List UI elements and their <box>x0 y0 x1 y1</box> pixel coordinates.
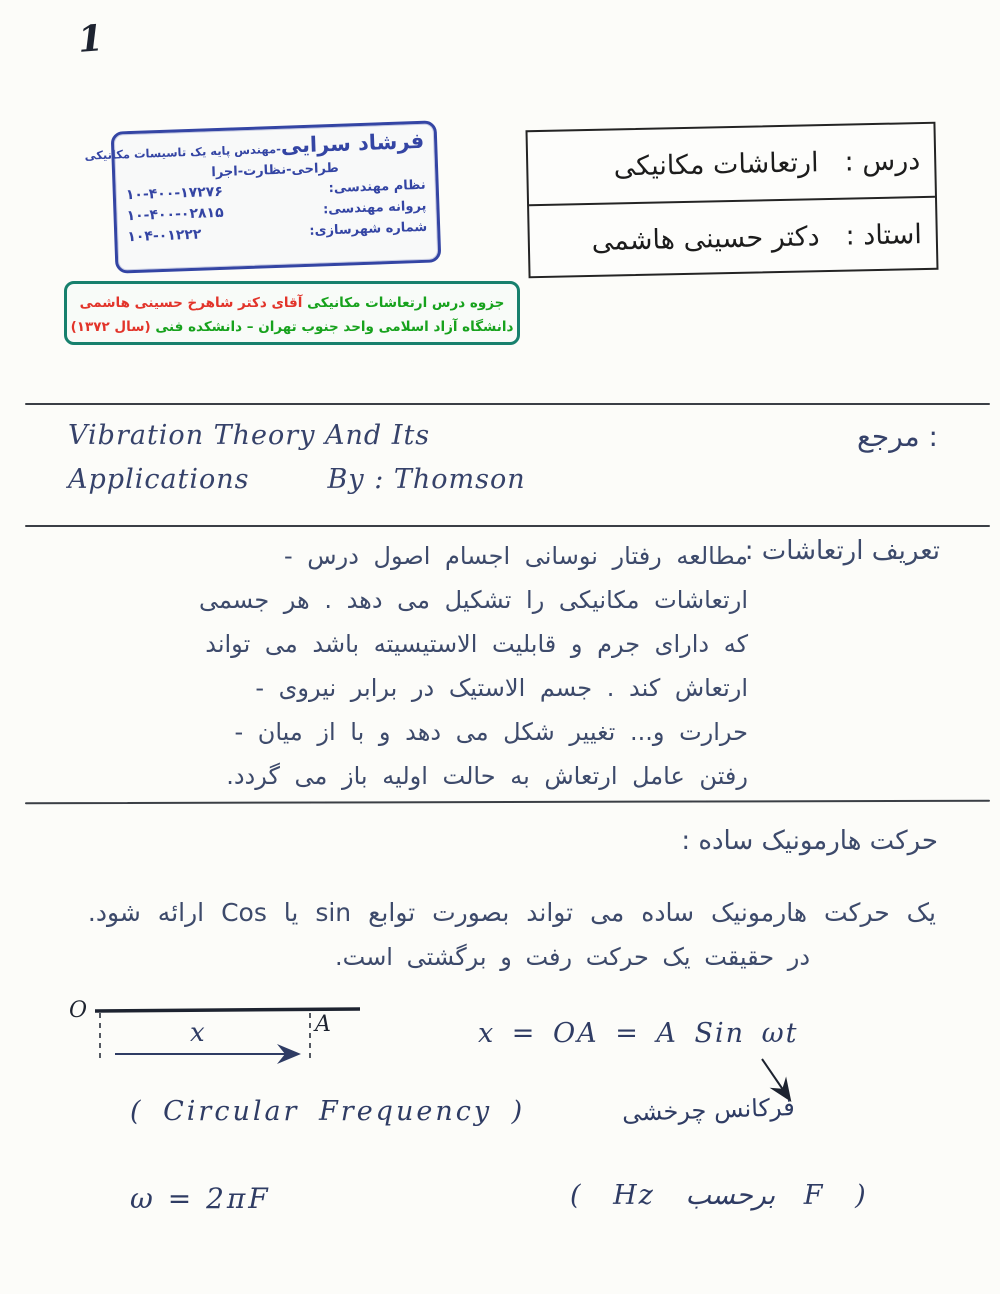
stamp-subtitle: طراحی-نظارت-اجرا <box>211 160 340 181</box>
reference-title-word: Applications <box>68 464 250 495</box>
notice-professor-text: آقای دکتر شاهرخ حسینی هاشمی <box>79 295 303 311</box>
engineer-stamp <box>84 120 442 273</box>
course-info-box <box>525 122 938 279</box>
professor-label: استاد : <box>845 218 923 252</box>
notice-line-1 <box>67 291 517 315</box>
harmonic-line-2: در حقیقت یک حرکت رفت و برگشتی است. <box>335 943 811 971</box>
stamp-row-value: ۱۰-۴۰۰-۰۲۸۱۵ <box>126 204 224 225</box>
horizontal-rule-1 <box>25 403 990 405</box>
diagram-origin-label: O <box>69 998 88 1023</box>
diagram-displacement-label: x <box>190 1018 205 1048</box>
notice-year-text: (سال ۱۳۷۲) <box>70 319 151 335</box>
definition-line: ارتعاشات مکانیکی را تشکیل می دهد . هر جسمی <box>199 586 748 614</box>
course-label: درس : <box>844 144 921 178</box>
page-number: 1 <box>76 17 105 61</box>
omega-equation-note: ( Hz برحسب F ) <box>570 1180 868 1211</box>
stamp-row-label: پروانه مهندسی: <box>322 198 427 218</box>
course-value: ارتعاشات مکانیکی <box>613 146 819 182</box>
displacement-diagram <box>55 993 415 1083</box>
displacement-equation: x = OA = A Sin ωt <box>478 1018 799 1049</box>
stamp-title-suffix: -مهندس پایه یک تاسیسات مکانیکی <box>84 141 282 163</box>
horizontal-rule-2 <box>25 525 990 527</box>
definition-line: ارتعاش کند . جسم الاستیک در برابر نیروی - <box>255 674 748 702</box>
notice-box <box>64 281 520 345</box>
reference-title-line2 <box>68 458 668 502</box>
stamp-row-value: ۱۰-۴۰۰-۱۷۲۷۶ <box>125 183 224 204</box>
horizontal-rule-3 <box>25 800 990 805</box>
reference-title <box>68 414 668 502</box>
reference-byline: By : Thomson <box>327 464 526 495</box>
diagram-baseline <box>95 1009 360 1011</box>
notice-line-2 <box>67 315 517 339</box>
omega-equation: ω = 2πF <box>130 1182 271 1215</box>
reference-label: مرجع : <box>856 420 938 453</box>
definition-line: که دارای جرم و قابلیت الاستیسیته باشد می تواند <box>205 630 748 658</box>
stamp-row-label: نظام مهندسی: <box>328 177 426 197</box>
reference-title-line1: Vibration Theory And Its <box>68 420 431 451</box>
harmonic-line-1: یک حرکت هارمونیک ساده می تواند بصورت توابع sin یا Cos ارائه شود. <box>87 898 936 927</box>
circular-frequency-label-fa: فرکانس چرخشی <box>621 1092 796 1128</box>
definition-label: تعریف ارتعاشات : <box>744 536 940 566</box>
stamp-row-value: ۱۰۴-۰۱۲۲۲ <box>127 226 202 246</box>
circular-frequency-label-en: ( Circular Frequency ) <box>130 1096 526 1127</box>
notice-university-text: دانشگاه آزاد اسلامی واحد جنوب تهران – دانشکده فنی <box>155 319 514 335</box>
professor-row <box>529 196 936 278</box>
course-row <box>528 124 935 204</box>
definition-line: مطالعه رفتار نوسانی اجسام اصول درس - <box>284 542 748 570</box>
notice-course-text: جزوه درس ارتعاشات مکانیکی <box>307 295 505 311</box>
stamp-row-label: شماره شهرسازی: <box>309 219 428 239</box>
professor-value: دکتر حسینی هاشمی <box>591 220 820 257</box>
definition-line: رفتن عامل ارتعاش به حالت اولیه باز می گردد. <box>226 762 748 790</box>
stamp-title: فرشاد سرایی <box>280 128 425 158</box>
definition-line: حرارت و... تغییر شکل می دهد و با از میان - <box>234 718 748 746</box>
definition-paragraph <box>80 534 748 798</box>
harmonic-heading: حرکت هارمونیک ساده : <box>681 826 938 856</box>
diagram-end-label: A <box>315 1012 331 1037</box>
